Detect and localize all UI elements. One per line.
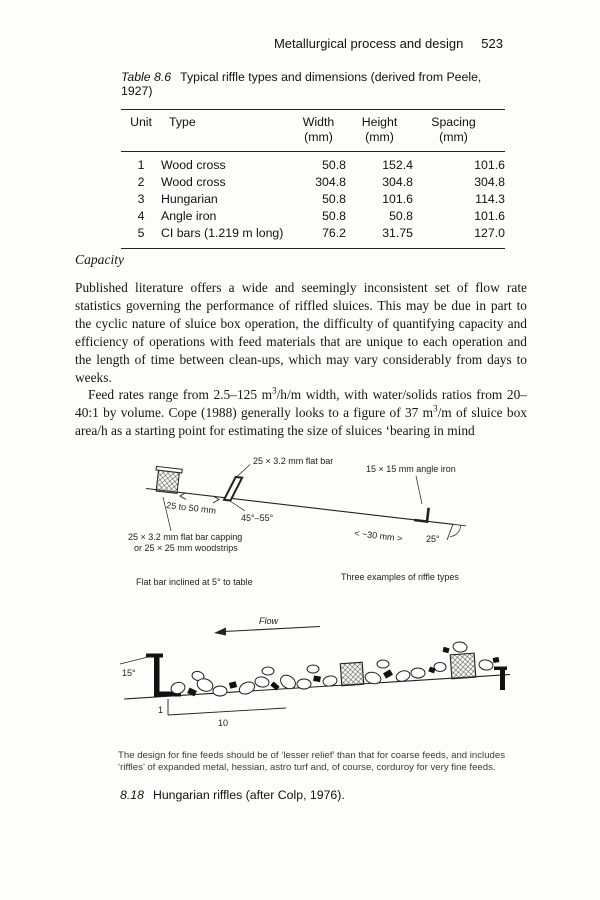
cell-unit: 5 — [121, 225, 161, 249]
col-header-height — [346, 110, 413, 152]
paragraph-text: /m of sluice box area/h as a starting point for estimating the size of sluices ‘bearing in mind — [75, 405, 527, 439]
label-capping-line1: 25 × 3.2 mm flat bar capping — [128, 532, 243, 542]
cell-type: Hungarian — [161, 192, 218, 206]
figure-note-line2: ‘riffles’ of expanded metal, hessian, astro turf and, of course, corduroy for very fine feeds. — [118, 761, 496, 773]
label-flow: Flow — [259, 616, 279, 626]
label-angle-iron: 15 × 15 mm angle iron — [366, 464, 456, 474]
col-header-spacing — [413, 110, 505, 152]
table-row — [121, 174, 505, 191]
sluice-cross-section-diagram — [120, 616, 510, 728]
cell-spacing: 114.3 — [475, 192, 505, 206]
col-header-unit-label: (mm) — [439, 130, 468, 144]
cell-spacing: 101.6 — [474, 209, 505, 223]
angle-15-line — [120, 656, 152, 664]
paragraph — [75, 386, 527, 440]
cell-height: 31.75 — [346, 225, 413, 249]
label-ratio-rise: 1 — [158, 705, 164, 715]
cell-height: 101.6 — [382, 192, 413, 206]
label-ratio-run: 10 — [218, 718, 229, 728]
paragraph-text: /h/m width, with water/solids ratios from 20–40:1 by volume. Cope (1988) generally looks to a figure of 37 m — [75, 387, 527, 421]
cell-width: 76.2 — [291, 225, 346, 249]
label-three-examples: Three examples of riffle types — [341, 572, 459, 582]
cell-width: 50.8 — [322, 192, 346, 206]
flow-arrow — [214, 627, 320, 636]
figure-note — [118, 750, 514, 774]
figure-caption-text: Hungarian riffles (after Colp, 1976). — [152, 788, 345, 802]
figure-caption — [120, 788, 345, 802]
col-header-label: Unit — [130, 115, 152, 129]
section-heading: Capacity — [75, 252, 125, 267]
table-row — [121, 152, 505, 175]
right-riffle — [494, 667, 507, 691]
leader-flat-bar — [237, 465, 250, 477]
table-header-row — [121, 110, 505, 152]
cell-width: 50.8 — [322, 158, 346, 172]
table-block — [121, 70, 505, 249]
label-flat-bar: 25 × 3.2 mm flat bar — [253, 456, 334, 466]
cell-unit: 3 — [137, 192, 145, 206]
label-angle-15: 15° — [122, 668, 136, 678]
table-row — [121, 225, 505, 249]
wood-block-riffle — [154, 466, 183, 493]
riffle-dimensions-table — [121, 109, 505, 249]
cell-width: 50.8 — [322, 209, 346, 223]
page-number: 523 — [481, 36, 503, 51]
angle-iron-riffle — [414, 506, 428, 521]
cell-unit: 2 — [137, 175, 145, 189]
col-header-label: Height — [361, 115, 398, 129]
paragraph: Published literature offers a wide and seemingly inconsistent set of flow rate statistics governing the performance of riffled sluices. This may be due in part to the cyclic nature of sluice box operation, the difficulty of quantifying capacity and efficiency of operations with feed materials that are unique to each operation and the length of time between clean-ups, which may vary considerably from days to weeks. — [75, 280, 527, 385]
label-angle-45-55: 45°–55° — [241, 513, 274, 523]
col-header-unit — [121, 110, 161, 152]
cell-unit: 4 — [137, 209, 145, 223]
chapter-title: Metallurgical process and design — [273, 36, 464, 51]
cell-spacing: 101.6 — [474, 158, 505, 172]
col-header-label: Width — [302, 115, 335, 129]
col-header-label: Type — [169, 115, 196, 129]
table-row — [121, 191, 505, 208]
col-header-type — [161, 110, 291, 152]
label-capping-line2: or 25 × 25 mm woodstrips — [134, 543, 238, 553]
body-text — [75, 279, 527, 440]
col-header-width — [291, 110, 346, 152]
figure-8-18-illustration — [108, 452, 568, 752]
col-header-label: Spacing — [431, 115, 476, 129]
cell-height: 304.8 — [382, 175, 413, 189]
cell-spacing: 127.0 — [413, 225, 505, 249]
cell-type: Angle iron — [161, 209, 217, 223]
label-gap-30: < ~30 mm > — [353, 528, 403, 544]
angle-25-marks — [447, 524, 466, 540]
riffle-types-diagram — [128, 456, 466, 587]
cell-type: Wood cross — [161, 158, 226, 172]
figure-note-line1: The design for fine feeds should be of ‘lesser relief’ than that for coarse feeds, and includes — [118, 750, 505, 761]
label-incline-note: Flat bar inclined at 5° to table — [136, 577, 253, 587]
cell-type: CI bars (1.219 m long) — [161, 225, 291, 249]
table-row — [121, 208, 505, 225]
leader-angle-iron — [416, 476, 422, 504]
slope-ratio-marks — [168, 699, 286, 715]
superscript: 3 — [272, 385, 277, 396]
leader-45-55 — [230, 501, 245, 511]
col-header-unit-label: (mm) — [304, 130, 333, 144]
cell-unit: 1 — [137, 158, 145, 172]
cell-height: 152.4 — [382, 158, 413, 172]
flat-bar-riffle — [224, 476, 242, 502]
table-caption-label: Table 8.6 — [121, 70, 172, 84]
cell-type: Wood cross — [161, 175, 226, 189]
superscript: 3 — [433, 403, 438, 414]
label-angle-25: 25° — [426, 534, 440, 544]
paragraph-text: Feed rates range from 2.5–125 m — [88, 387, 273, 403]
cell-width: 304.8 — [315, 175, 346, 189]
figure-number: 8.18 — [120, 788, 144, 802]
table-caption-text: Typical riffle types and dimensions (derived from Peele, 1927) — [121, 70, 482, 98]
table-caption — [121, 70, 505, 98]
col-header-unit-label: (mm) — [365, 130, 394, 144]
label-gap-25-50: 25 to 50 mm — [165, 500, 217, 516]
running-head — [0, 36, 503, 51]
cell-spacing: 304.8 — [474, 175, 505, 189]
cell-height: 50.8 — [389, 209, 413, 223]
